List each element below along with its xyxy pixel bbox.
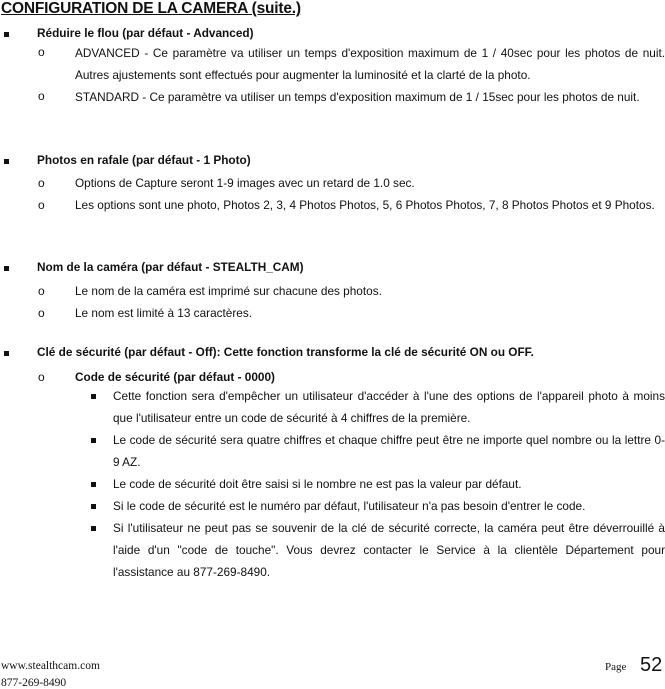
square-bullet-icon [4, 159, 9, 164]
list-item: Les options sont une photo, Photos 2, 3, 4 Photos Photos, 5, 6 Photos Photos, 7, 8 Photos Photos et 9 Photos. [75, 198, 655, 212]
footer-website: www.stealthcam.com [1, 660, 100, 672]
list-item: Options de Capture seront 1-9 images avec un retard de 1.0 sec. [75, 176, 415, 190]
square-bullet-icon [91, 526, 96, 531]
page-label: Page [605, 661, 627, 673]
square-bullet-icon [4, 266, 9, 271]
circle-bullet-icon: o [38, 45, 45, 59]
circle-bullet-icon: o [38, 306, 45, 320]
square-bullet-icon [4, 351, 9, 356]
list-item: STANDARD - Ce paramètre va utiliser un temps d'exposition maximum de 1 / 15sec pour les photos de nuit. [75, 90, 640, 104]
section-heading-burst: Photos en rafale (par défaut - 1 Photo) [37, 153, 251, 167]
list-item: ADVANCED - Ce paramètre va utiliser un temps d'exposition maximum de 1 / 40sec pour les photos de nuit. Autres ajustements sont effectués pour augmenter la luminosité et la clarté de la photo. [75, 46, 665, 82]
list-item: Le nom de la caméra est imprimé sur chacune des photos. [75, 284, 382, 298]
circle-bullet-icon: o [38, 89, 45, 103]
square-bullet-icon [91, 438, 96, 443]
list-item: Si le code de sécurité est le numéro par défaut, l'utilisateur n'a pas besoin d'entrer le code. [113, 499, 586, 513]
list-item: Le code de sécurité doit être saisi si le nombre ne est pas la valeur par défaut. [113, 477, 522, 491]
circle-bullet-icon: o [38, 198, 45, 212]
page-number: 52 [640, 654, 663, 676]
page-title: CONFIGURATION DE LA CAMERA (suite.) [1, 0, 301, 17]
list-item: Si l'utilisateur ne peut pas se souvenir de la clé de sécurité correcte, la caméra peut être déverrouillé à l'aide d'un "code de touche". Vous devrez contacter le Service à la clientèle Département pour l'assistance au 877-269-8490. [113, 521, 665, 579]
list-item: Le code de sécurité sera quatre chiffres et chaque chiffre peut être ne importe quel nombre ou la lettre 0-9 AZ. [113, 433, 665, 469]
circle-bullet-icon: o [38, 284, 45, 298]
subsection-heading-security-code: Code de sécurité (par défaut - 0000) [75, 370, 275, 384]
square-bullet-icon [91, 504, 96, 509]
circle-bullet-icon: o [38, 370, 45, 384]
square-bullet-icon [4, 32, 9, 37]
list-item: Le nom est limité à 13 caractères. [75, 306, 253, 320]
footer-phone: 877-269-8490 [1, 677, 67, 689]
section-heading-security-key: Clé de sécurité (par défaut - Off): Cette fonction transforme la clé de sécurité ON ou OFF. [37, 345, 534, 359]
section-heading-blur: Réduire le flou (par défaut - Advanced) [37, 26, 254, 40]
circle-bullet-icon: o [38, 176, 45, 190]
square-bullet-icon [91, 482, 96, 487]
square-bullet-icon [91, 394, 96, 399]
section-heading-camera-name: Nom de la caméra (par défaut - STEALTH_CAM) [37, 260, 304, 274]
list-item: Cette fonction sera d'empêcher un utilisateur d'accéder à l'une des options de l'appareil photo à moins que l'utilisateur entre un code de sécurité à 4 chiffres de la première. [113, 389, 665, 425]
